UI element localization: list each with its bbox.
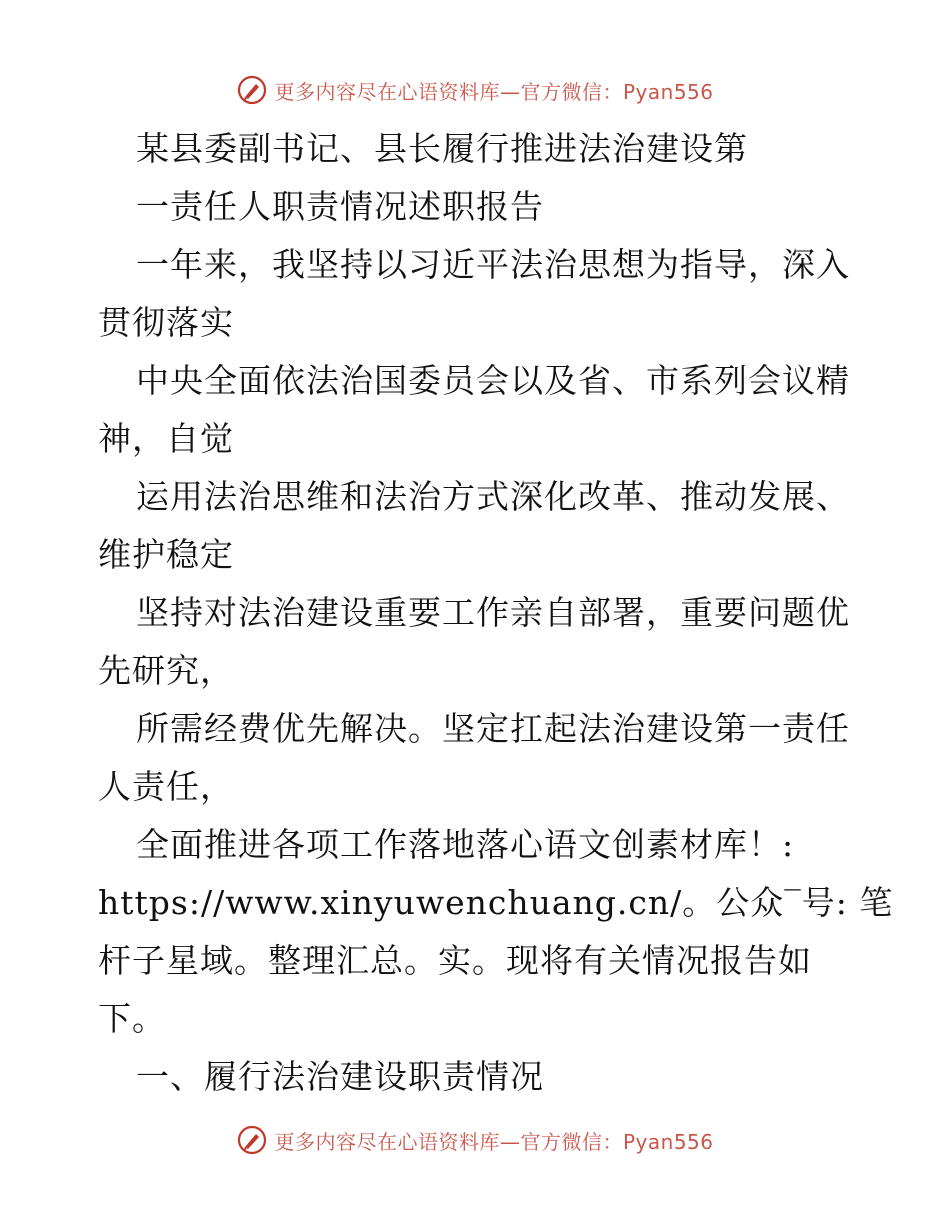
watermark-handle: Pyan556: [622, 79, 714, 104]
paragraph-line: 中央全面依法治国委员会以及省、市系列会议精: [136, 361, 850, 400]
paragraph-line: 坚持对法治建设重要工作亲自部署，重要问题优: [136, 593, 850, 632]
paragraph-line: 杆子星域。整理汇总。实。现将有关情况报告如: [98, 941, 812, 980]
pen-logo-icon: [236, 74, 268, 106]
paragraph-line: 下。: [98, 999, 166, 1038]
document-body: [98, 120, 894, 1106]
paragraph-line: 运用法治思维和法治方式深化改革、推动发展、: [136, 477, 850, 516]
section-heading: 一、履行法治建设职责情况: [136, 1057, 544, 1096]
watermark-text: 更多内容尽在心语资料库—官方微信：Pyan556: [274, 79, 714, 104]
paragraph-line: 神，自觉: [98, 419, 234, 458]
watermark-header: [0, 70, 950, 110]
paragraph-line: 人责任，: [98, 767, 234, 806]
title-line-1: 某县委副书记、县长履行推进法治建设第: [136, 129, 748, 168]
title-line-2: 一责任人职责情况述职报告: [136, 187, 544, 226]
watermark-handle: Pyan556: [622, 1129, 714, 1154]
paragraph-line: 所需经费优先解决。坚定扛起法治建设第一责任: [136, 709, 850, 748]
watermark-text: 更多内容尽在心语资料库—官方微信：Pyan556: [274, 1129, 714, 1154]
paragraph-line: 维护稳定: [98, 535, 234, 574]
paragraph-line: 全面推进各项工作落地落心语文创素材库！:: [136, 825, 795, 864]
watermark-footer: [0, 1120, 950, 1160]
paragraph-line: 一年来，我坚持以习近平法治思想为指导，深入: [136, 245, 850, 284]
paragraph-line: 贯彻落实: [98, 303, 234, 342]
pen-logo-icon: [236, 1124, 268, 1156]
paragraph-line: https://www.xinyuwenchuang.cn/。公众‾号: 笔: [98, 883, 894, 922]
paragraph-line: 先研究，: [98, 651, 234, 690]
